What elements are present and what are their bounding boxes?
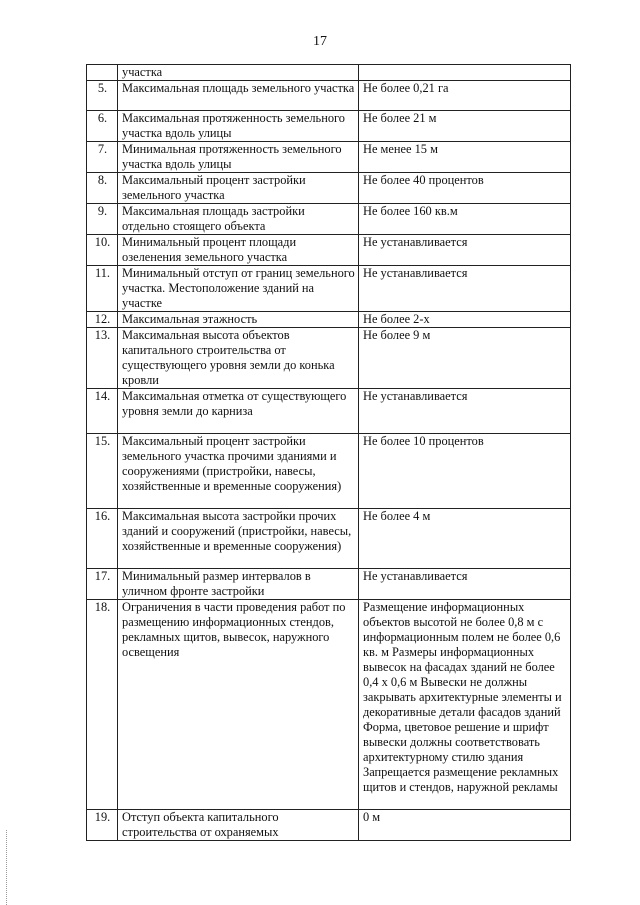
table-row	[87, 434, 571, 509]
row-number: 14.	[87, 389, 118, 434]
table-row	[87, 65, 571, 81]
parameter-value: Не более 9 м	[359, 328, 571, 389]
row-number: 10.	[87, 235, 118, 266]
parameter-value: Не устанавливается	[359, 569, 571, 600]
parameter-value: Не более 2-х	[359, 312, 571, 328]
parameter-name: Максимальный процент застройки земельного участка прочими зданиями и сооружениями (пристройки, навесы, хозяйственные и временные сооружения)	[118, 434, 359, 509]
table-row	[87, 173, 571, 204]
parameter-name: Минимальный процент площади озеленения земельного участка	[118, 235, 359, 266]
table-row	[87, 266, 571, 312]
parameter-value: Не более 0,21 га	[359, 81, 571, 111]
row-number: 5.	[87, 81, 118, 111]
parameter-name: Максимальная высота объектов капитального строительства от существующего уровня земли до конька кровли	[118, 328, 359, 389]
parameter-value: 0 м	[359, 810, 571, 841]
parameter-value: Не менее 15 м	[359, 142, 571, 173]
parameter-value: Не более 10 процентов	[359, 434, 571, 509]
table-row	[87, 600, 571, 810]
row-number: 16.	[87, 509, 118, 569]
table-row	[87, 810, 571, 841]
parameter-name: Максимальная этажность	[118, 312, 359, 328]
parameter-value	[359, 65, 571, 81]
row-number: 9.	[87, 204, 118, 235]
parameter-name: Максимальная протяженность земельного участка вдоль улицы	[118, 111, 359, 142]
table-row	[87, 204, 571, 235]
table-row	[87, 235, 571, 266]
table-row	[87, 389, 571, 434]
parameter-name: Максимальная площадь земельного участка	[118, 81, 359, 111]
parameter-value: Не более 21 м	[359, 111, 571, 142]
row-number: 12.	[87, 312, 118, 328]
parameter-name: Максимальная высота застройки прочих зданий и сооружений (пристройки, навесы, хозяйственные и временные сооружения)	[118, 509, 359, 569]
parameter-name: Максимальная площадь застройки отдельно стоящего объекта	[118, 204, 359, 235]
parameter-name: Ограничения в части проведения работ по размещению информационных стендов, рекламных щитов, вывесок, наружного освещения	[118, 600, 359, 810]
row-number: 8.	[87, 173, 118, 204]
row-number: 17.	[87, 569, 118, 600]
table-row	[87, 312, 571, 328]
scan-edge-mark	[6, 830, 9, 905]
parameter-value: Не устанавливается	[359, 235, 571, 266]
table-row	[87, 142, 571, 173]
table-row	[87, 81, 571, 111]
row-number: 18.	[87, 600, 118, 810]
row-number: 13.	[87, 328, 118, 389]
parameter-name: участка	[118, 65, 359, 81]
row-number	[87, 65, 118, 81]
table-row	[87, 509, 571, 569]
parameter-value: Не более 4 м	[359, 509, 571, 569]
row-number: 7.	[87, 142, 118, 173]
parameter-value: Не устанавливается	[359, 389, 571, 434]
parameter-name: Максимальная отметка от существующего уровня земли до карниза	[118, 389, 359, 434]
parameter-name: Отступ объекта капитального строительства от охраняемых	[118, 810, 359, 841]
row-number: 11.	[87, 266, 118, 312]
table-row	[87, 111, 571, 142]
parameter-value: Не устанавливается	[359, 266, 571, 312]
table-row	[87, 569, 571, 600]
parameter-value: Не более 40 процентов	[359, 173, 571, 204]
parameter-name: Максимальный процент застройки земельного участка	[118, 173, 359, 204]
row-number: 6.	[87, 111, 118, 142]
regulations-table	[86, 64, 571, 841]
parameter-name: Минимальный отступ от границ земельного участка. Местоположение зданий на участке	[118, 266, 359, 312]
row-number: 15.	[87, 434, 118, 509]
table-row	[87, 328, 571, 389]
parameter-name: Минимальный размер интервалов в уличном фронте застройки	[118, 569, 359, 600]
page-number: 17	[313, 34, 327, 49]
parameter-name: Минимальная протяженность земельного участка вдоль улицы	[118, 142, 359, 173]
parameter-value: Размещение информационных объектов высотой не более 0,8 м с информационным полем не более 0,6 кв. м Размеры информационных вывесок на фасадах зданий не более 0,4 х 0,6 м Вывески не должны закрывать архитектурные элементы и декоративные детали фасадов зданий Форма, цветовое решение и шрифт вывески должны соответствовать архитектурному стилю здания Запрещается размещение рекламных щитов и стендов, наружной рекламы	[359, 600, 571, 810]
parameter-value: Не более 160 кв.м	[359, 204, 571, 235]
row-number: 19.	[87, 810, 118, 841]
